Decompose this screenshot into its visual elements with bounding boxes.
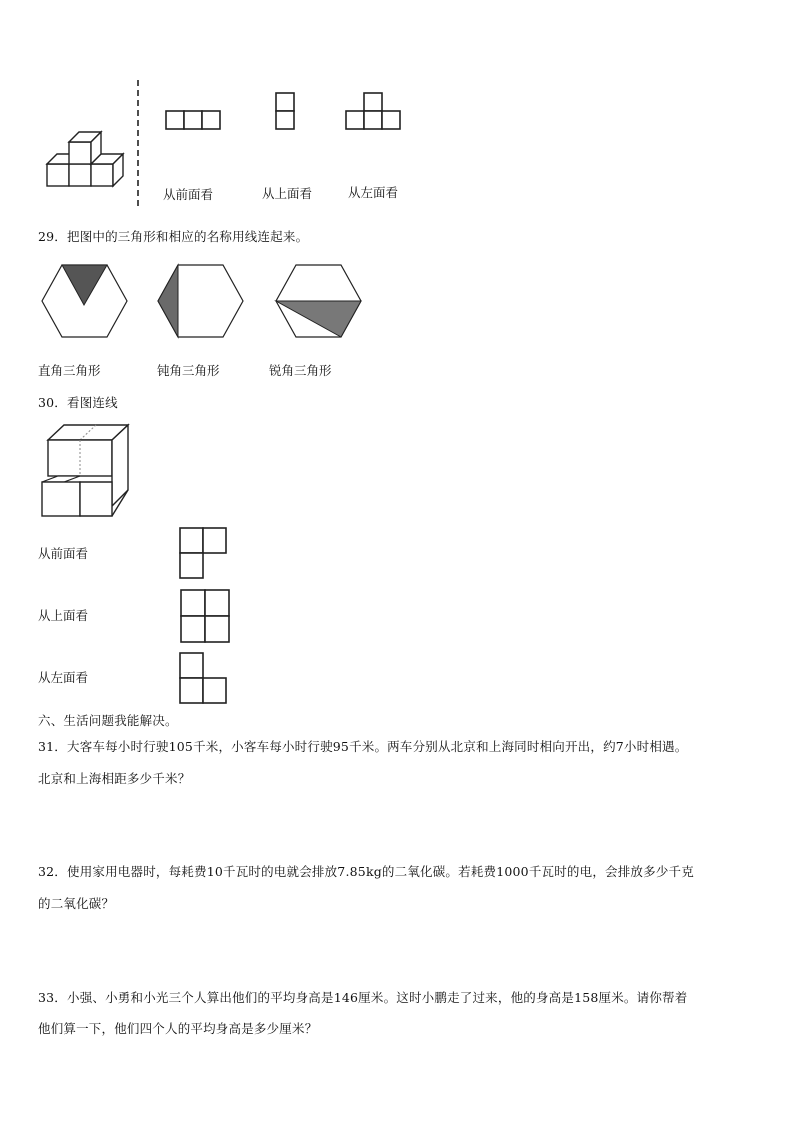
dashed-divider bbox=[136, 80, 140, 210]
question-33-line2: 他们算一下，他们四个人的平均身高是多少厘米？ bbox=[38, 1021, 318, 1036]
question-31-line1: 31．大客车每小时行驶105千米，小客车每小时行驶95千米。两车分别从北京和上海同时相向开出，约7小时相遇。 bbox=[38, 739, 688, 754]
label-right-triangle: 直角三角形 bbox=[38, 363, 101, 378]
front-view-grid bbox=[165, 110, 225, 132]
question-33-line1: 33．小强、小勇和小光三个人算出他们的平均身高是146厘米。这时小鹏走了过来，他的身高是158厘米。请你帮着 bbox=[38, 990, 688, 1005]
question-31-line2: 北京和上海相距多少千米？ bbox=[38, 771, 191, 786]
hexagon-obtuse-triangle bbox=[156, 263, 246, 343]
q30-label-left: 从左面看 bbox=[38, 670, 89, 685]
q30-view-grid-c bbox=[179, 652, 229, 706]
q30-view-grid-b bbox=[179, 588, 231, 644]
left-view-label: 从左面看 bbox=[348, 185, 399, 200]
q30-label-top: 从上面看 bbox=[38, 608, 89, 623]
hexagon-acute-triangle bbox=[274, 263, 364, 343]
question-32-line1: 32．使用家用电器时，每耗费10千瓦时的电就会排放7.85kg的二氧化碳。若耗费1000千瓦时的电，会排放多少千克 bbox=[38, 864, 694, 879]
top-view-label: 从上面看 bbox=[262, 186, 313, 201]
left-view-grid bbox=[345, 92, 405, 132]
cube-stack-figure bbox=[44, 126, 134, 196]
l-shaped-solid-figure bbox=[40, 422, 140, 522]
q30-view-grid-a bbox=[179, 527, 229, 581]
hexagon-right-triangle bbox=[40, 263, 130, 343]
question-30: 30．看图连线 bbox=[38, 395, 118, 410]
label-acute-triangle: 锐角三角形 bbox=[269, 363, 332, 378]
top-view-grid bbox=[275, 92, 297, 132]
front-view-label: 从前面看 bbox=[163, 187, 214, 202]
label-obtuse-triangle: 钝角三角形 bbox=[157, 363, 220, 378]
q30-label-front: 从前面看 bbox=[38, 546, 89, 561]
question-32-line2: 的二氧化碳？ bbox=[38, 896, 115, 911]
question-29: 29．把图中的三角形和相应的名称用线连起来。 bbox=[38, 229, 309, 244]
section-6-title: 六、生活问题我能解决。 bbox=[38, 713, 178, 728]
